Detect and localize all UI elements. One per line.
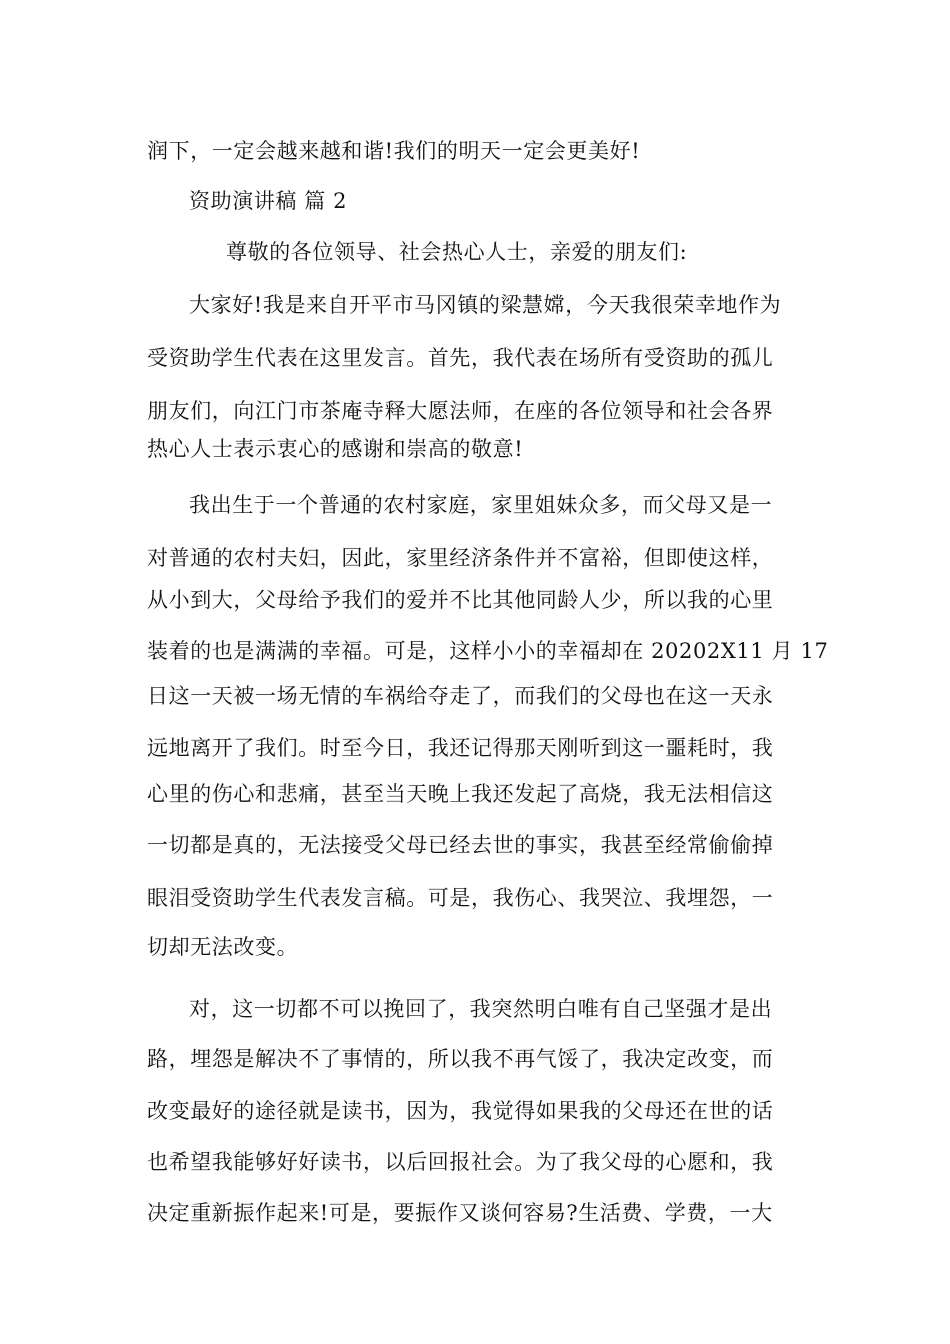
paragraph-2-line-5: 日这一天被一场无情的车祸给夺走了，而我们的父母也在这一天永 <box>147 684 774 708</box>
paragraph-2-line-7: 心里的伤心和悲痛，甚至当天晚上我还发起了高烧，我无法相信这 <box>147 782 774 806</box>
paragraph-2-line-8: 一切都是真的，无法接受父母已经去世的事实，我甚至经常偷偷掉 <box>147 833 774 857</box>
paragraph-1-line-1: 大家好!我是来自开平市马冈镇的梁慧嫦，今天我很荣幸地作为 <box>189 293 782 317</box>
paragraph-1-line-4: 热心人士表示衷心的感谢和崇高的敬意! <box>147 437 524 461</box>
paragraph-2-line-10: 切却无法改变。 <box>147 935 299 959</box>
salutation: 尊敬的各位领导、社会热心人士，亲爱的朋友们: <box>226 240 688 264</box>
paragraph-1-line-2: 受资助学生代表在这里发言。首先，我代表在场所有受资助的孤儿 <box>147 346 774 370</box>
paragraph-3-line-5: 决定重新振作起来!可是，要振作又谈何容易?生活费、学费，一大 <box>147 1201 773 1225</box>
paragraph-3-line-3: 改变最好的途径就是读书，因为，我觉得如果我的父母还在世的话 <box>147 1099 774 1123</box>
continuation-line: 润下，一定会越来越和谐!我们的明天一定会更美好! <box>147 139 641 163</box>
paragraph-2-line-3: 从小到大，父母给予我们的爱并不比其他同龄人少，所以我的心里 <box>147 588 774 612</box>
paragraph-3-line-1: 对，这一切都不可以挽回了，我突然明白唯有自己坚强才是出 <box>189 997 773 1021</box>
paragraph-1-line-3: 朋友们，向江门市茶庵寺释大愿法师，在座的各位领导和社会各界 <box>147 399 774 423</box>
paragraph-3-line-4: 也希望我能够好好读书，以后回报社会。为了我父母的心愿和，我 <box>147 1150 774 1174</box>
paragraph-2-line-9: 眼泪受资助学生代表发言稿。可是，我伤心、我哭泣、我埋怨，一 <box>147 886 774 910</box>
paragraph-2-line-4: 装着的也是满满的幸福。可是，这样小小的幸福却在 20202X11 月 17 <box>147 639 829 663</box>
paragraph-2-line-2: 对普通的农村夫妇，因此，家里经济条件并不富裕，但即使这样， <box>147 546 774 570</box>
section-heading: 资助演讲稿 篇 2 <box>189 189 348 213</box>
paragraph-2-line-6: 远地离开了我们。时至今日，我还记得那天刚听到这一噩耗时，我 <box>147 736 774 760</box>
paragraph-3-line-2: 路，埋怨是解决不了事情的，所以我不再气馁了，我决定改变，而 <box>147 1047 774 1071</box>
paragraph-2-line-1: 我出生于一个普通的农村家庭，家里姐妹众多，而父母又是一 <box>189 493 773 517</box>
